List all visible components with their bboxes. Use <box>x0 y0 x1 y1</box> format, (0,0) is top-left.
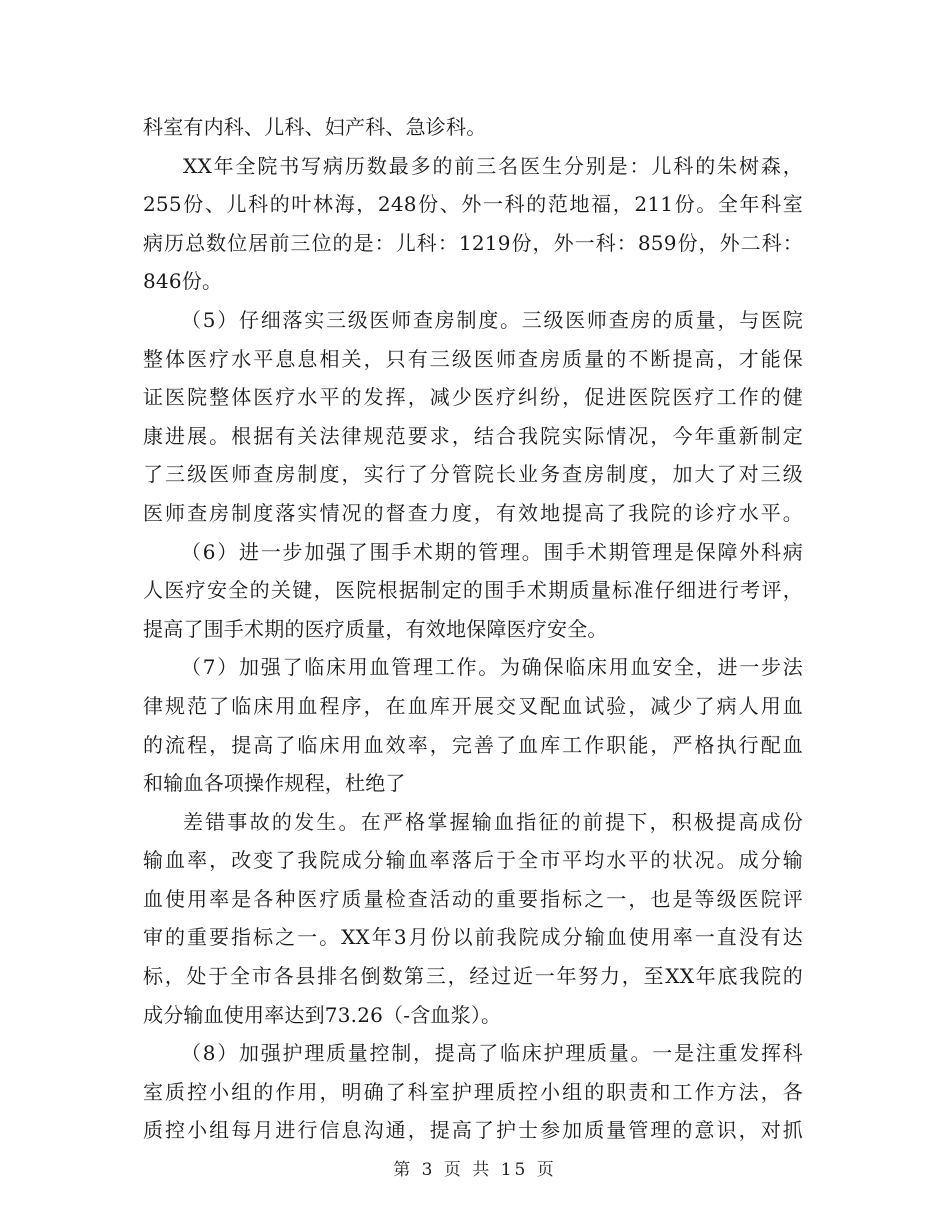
text-line: 提高了围手术期的医疗质量，有效地保障医疗安全。 <box>143 616 608 641</box>
text-line: 病历总数位居前三位的是：儿科：1219份，外一科：859份，外二科： <box>143 230 803 255</box>
text-line: 医师查房制度落实情况的督查力度，有效地提高了我院的诊疗水平。 <box>143 500 803 525</box>
document-body <box>143 108 803 1150</box>
text-line: 证医院整体医疗水平的发挥，减少医疗纠纷，促进医院医疗工作的健 <box>143 385 803 410</box>
text-line: 和输血各项操作规程，杜绝了 <box>143 771 406 796</box>
text-line: 成分输血使用率达到73.26（-含血浆）。 <box>143 1002 502 1027</box>
text-line: 室质控小组的作用，明确了科室护理质控小组的职责和工作方法，各 <box>143 1079 803 1104</box>
text-line: （8）加强护理质量控制，提高了临床护理质量。一是注重发挥科 <box>181 1041 803 1066</box>
text-line: 整体医疗水平息息相关，只有三级医师查房质量的不断提高，才能保 <box>143 346 803 371</box>
text-line: 846份。 <box>143 269 223 294</box>
text-line: 血使用率是各种医疗质量检查活动的重要指标之一，也是等级医院评 <box>143 886 803 911</box>
text-line: 的流程，提高了临床用血效率，完善了血库工作职能，严格执行配血 <box>143 732 803 757</box>
page-number-footer: 第 3 页 共 15 页 <box>393 1160 557 1180</box>
text-line: 人医疗安全的关键，医院根据制定的围手术期质量标准仔细进行考评， <box>143 578 803 603</box>
text-line: （6）进一步加强了围手术期的管理。围手术期管理是保障外科病 <box>181 539 803 564</box>
text-line: 康进展。根据有关法律规范要求，结合我院实际情况，今年重新制定 <box>143 423 803 448</box>
text-line: 质控小组每月进行信息沟通，提高了护士参加质量管理的意识，对抓 <box>143 1118 803 1143</box>
text-line: （7）加强了临床用血管理工作。为确保临床用血安全，进一步法 <box>181 655 803 680</box>
text-line: 律规范了临床用血程序，在血库开展交叉配血试验，减少了病人用血 <box>143 693 803 718</box>
text-line: 输血率，改变了我院成分输血率落后于全市平均水平的状况。成分输 <box>143 848 803 873</box>
text-line: 了三级医师查房制度，实行了分管院长业务查房制度，加大了对三级 <box>143 462 803 487</box>
text-line: 审的重要指标之一。XX年3月份以前我院成分输血使用率一直没有达 <box>143 925 803 950</box>
text-line: 科室有内科、儿科、妇产科、急诊科。 <box>143 115 487 139</box>
text-line: 差错事故的发生。在严格掌握输血指征的前提下，积极提高成份 <box>183 809 803 834</box>
text-line: XX年全院书写病历数最多的前三名医生分别是：儿科的朱树森， <box>183 153 803 178</box>
text-line: （5）仔细落实三级医师查房制度。三级医师查房的质量，与医院 <box>181 307 803 332</box>
text-line: 255份、儿科的叶林海，248份、外一科的范地福，211份。全年科室 <box>143 192 803 217</box>
text-line: 标，处于全市各县排名倒数第三，经过近一年努力，至XX年底我院的 <box>143 964 803 989</box>
